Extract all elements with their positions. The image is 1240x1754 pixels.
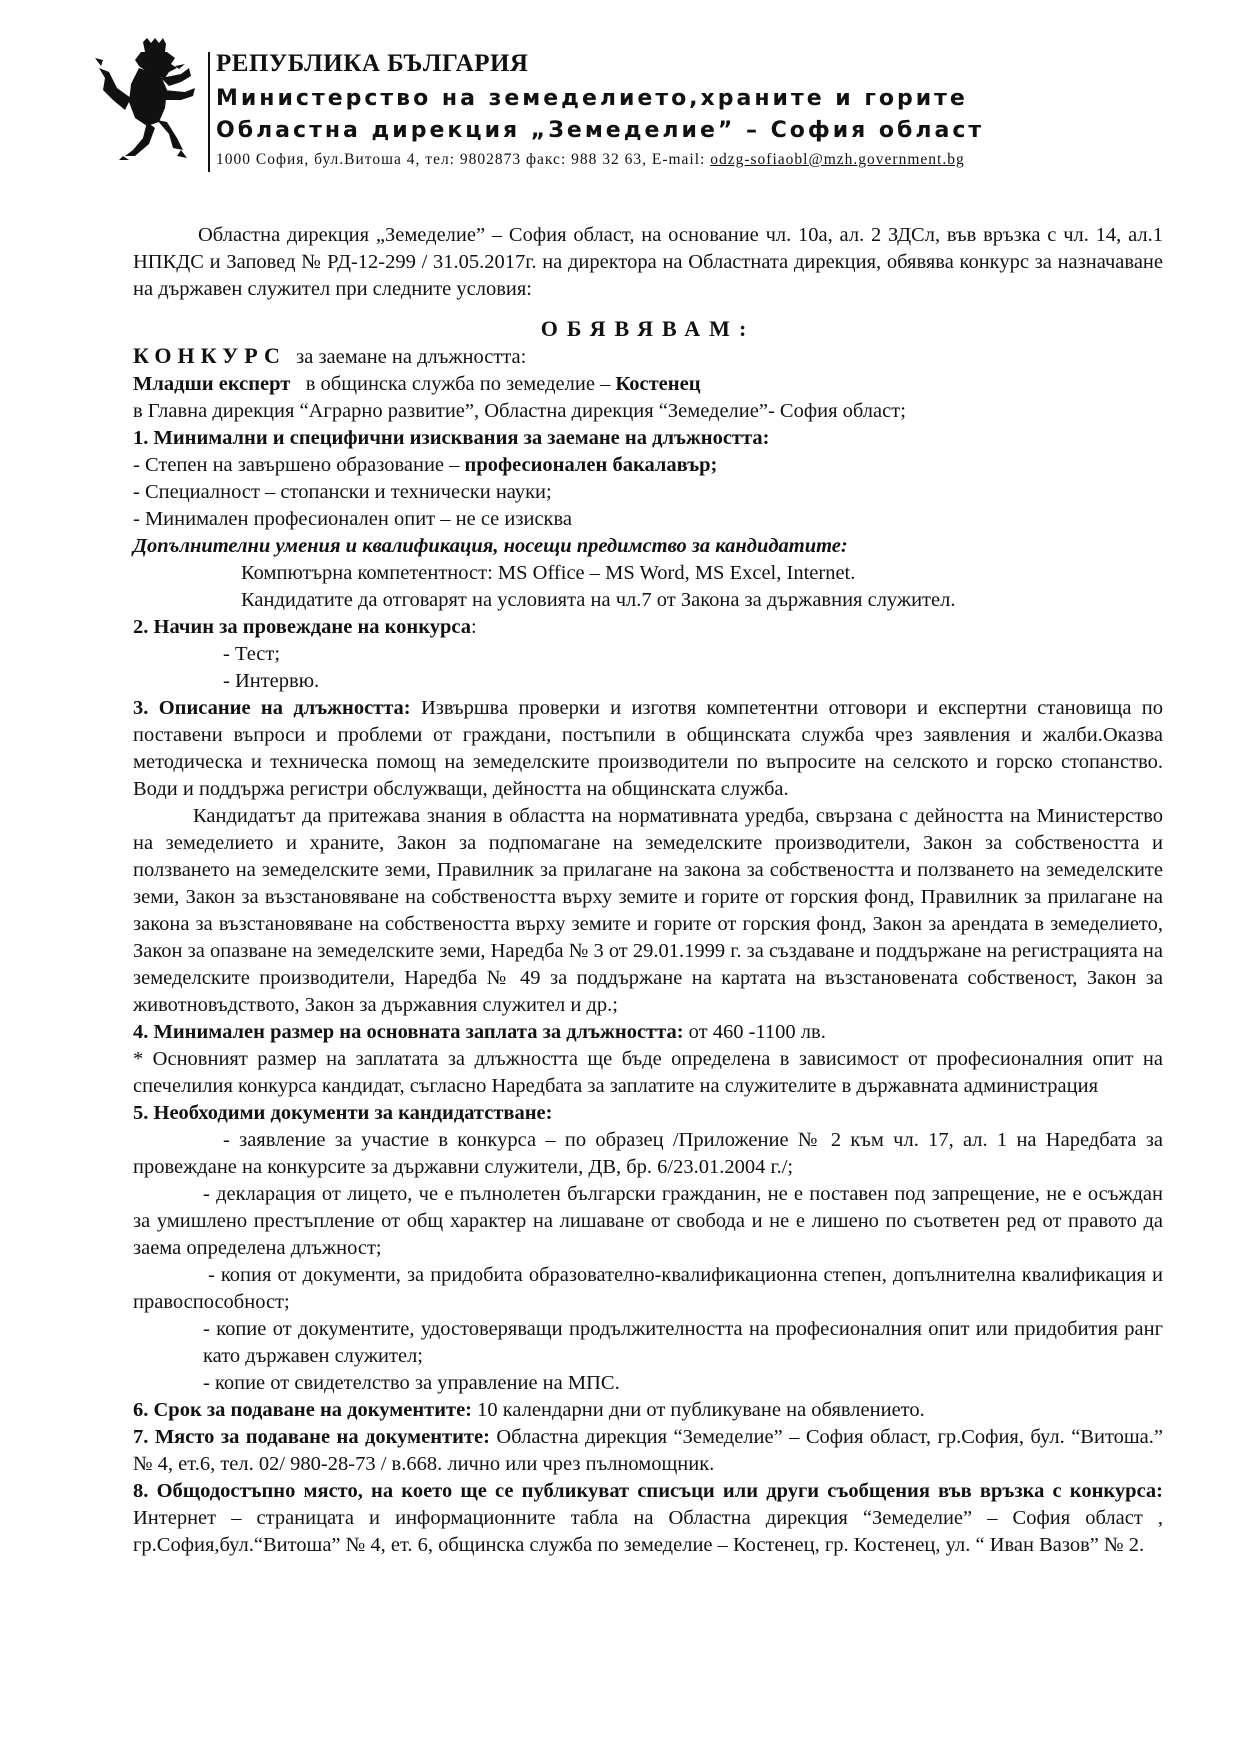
contest-line — [133, 342, 1163, 371]
s1-specialty: - Специалност – стопански и технически науки; — [133, 481, 552, 503]
s3-title: 3. Описание на длъжността: — [133, 697, 421, 719]
bulgarian-lion-emblem-icon — [95, 38, 205, 160]
contest-word: КОНКУРС — [133, 343, 286, 368]
s1-title: 1. Минимални и специфични изисквания за заемане на длъжността: — [133, 427, 770, 449]
position-line — [133, 371, 1163, 398]
s2-title: 2. Начин за провеждане на конкурса — [133, 616, 471, 638]
s8-line — [133, 1478, 1163, 1559]
s4-line — [133, 1019, 1163, 1046]
header-address-text: 1000 София, бул.Витоша 4, тел: 9802873 факс: 988 32 63, E-mail: — [216, 151, 711, 168]
s7-text: Областна дирекция “Земеделие” – София област, гр.София, бул. “Витоша.” № 4, ет.6, тел. 02/ 980-28-73 / в.668. лично или чрез пълномощник. — [133, 1426, 1163, 1475]
s2-colon: : — [471, 616, 477, 638]
s4-note: * Основният размер на заплатата за длъжността ще бъде определена в зависимост от професионалния опит на спечелилия конкурса кандидат, съгласно Наредбата за заплатите на служителите в държавната администрация — [133, 1048, 1163, 1097]
position-place: Костенец — [615, 373, 701, 395]
announce-heading: ОБЯВЯВАМ: — [540, 316, 756, 341]
s6-text: 10 календарни дни от публикуване на обявлението. — [477, 1399, 925, 1421]
s3-knowledge: Кандидатът да притежава знания в областта на нормативната уредба, свързана с дейността на Министерство на земеделието и храните, Закон за подпомагане на земеделските производители, Закон за собствеността и ползването на земеделските земи, Правилник за прилагане на закона за собствеността и ползването на земеделските земи, Закон за възстановяване на собствеността върху земите и горите от горския фонд, Правилник за прилагане на закона за възстановяване на собствеността върху земите и горите от горския фонд, Закон за арендата в земеделието, Закон за опазване на земеделските земи, Наредба № 3 от 29.01.1999 г. за създаване и поддържане на регистрацията на земеделските производители, Наредба № 49 за поддържане на картата на възстановената собственост, Закон за животновъдството, Закон за държавния служител и др.; — [133, 805, 1163, 1016]
s5-doc3: - копия от документи, за придобита образователно-квалификационна степен, допълнителна квалификация и правоспособност; — [133, 1264, 1163, 1313]
s5-title: 5. Необходими документи за кандидатстване: — [133, 1102, 553, 1124]
s8-title: 8. Общодостъпно място, на което ще се публикуват списъци или други съобщения във връзка с конкурса: — [133, 1480, 1163, 1502]
contest-text: за заемане на длъжността: — [296, 346, 527, 368]
s2-title-line — [133, 614, 1163, 641]
position-title: Младши експерт — [133, 373, 291, 395]
header-directorate: Областна дирекция „Земеделие” – София област — [216, 118, 985, 143]
s1-extra-title: Допълнителни умения и квалификация, носещи предимство за кандидатите: — [133, 535, 848, 557]
s2-item1: - Тест; — [223, 643, 281, 665]
intro-paragraph: Областна дирекция „Земеделие” – София област, на основание чл. 10а, ал. 2 ЗДСл, във връзка с чл. 14, ал.1 НПКДС и Заповед № РД-12-299 / 31.05.2017г. на директора на Областната дирекция, обявява конкурс за назначаване на държавен служител при следните условия: — [133, 224, 1163, 300]
unit-line: в Главна дирекция “Аграрно развитие”, Областна дирекция “Земеделие”- София област; — [133, 400, 906, 422]
s2-item2: - Интервю. — [223, 670, 320, 692]
s3-text: Извършва проверки и изготвя компетентни отговори и експертни становища по поставени въпроси и проблеми от граждани, постъпили в общинската служба чрез заявления и жалби.Оказва методическа и техническа помощ на земеделските производители по въпросите на селското и горско стопанство. Води и поддържа регистри обслужващи, дейността на общинската служба. — [133, 697, 1163, 800]
s1-edu-label: - Степен на завършено образование – — [133, 454, 465, 476]
s5-doc1: - заявление за участие в конкурса – по образец /Приложение № 2 към чл. 17, ал. 1 на Наредбата за провеждане на конкурсите за държавни служители, ДВ, бр. 6/23.01.2004 г./; — [133, 1129, 1163, 1178]
s4-title: 4. Минимален размер на основната заплата за длъжността: — [133, 1021, 689, 1043]
s7-title: 7. Място за подаване на документите: — [133, 1426, 497, 1448]
header-divider — [208, 52, 210, 172]
position-text: в общинска служба по земеделие – — [305, 373, 616, 395]
s4-value: от 460 -1100 лв. — [688, 1021, 826, 1043]
s5-doc2: - декларация от лицето, че е пълнолетен български гражданин, не е поставен под запрещение, не е осъждан за умишлено престъпление от общ характер на лишаване от свобода и не е лишено по съответен ред от правото да заема определена длъжност; — [133, 1183, 1163, 1259]
s1-experience: - Минимален професионален опит – не се изисква — [133, 508, 573, 530]
s6-title: 6. Срок за подаване на документите: — [133, 1399, 478, 1421]
s1-extra2: Кандидатите да отговарят на условията на чл.7 от Закона за държавния служител. — [241, 589, 956, 611]
header-address — [216, 151, 965, 169]
s6-line — [133, 1397, 1163, 1424]
document-body — [133, 222, 1163, 1559]
s1-extra1: Компютърна компетентност: MS Office – MS Word, MS Excel, Internet. — [241, 562, 856, 584]
s1-education — [133, 452, 1163, 479]
s8-text: Интернет – страницата и информационните табла на Областна дирекция “Земеделие” – София област , гр.София,бул.“Витоша” № 4, ет. 6, общинска служба по земеделие – Костенец, гр. Костенец, ул. “ Иван Вазов” № 2. — [133, 1507, 1163, 1556]
s3-paragraph — [133, 695, 1163, 803]
s1-edu-value: професионален бакалавър; — [464, 454, 718, 476]
s7-line — [133, 1424, 1163, 1478]
s5-doc5: - копие от свидетелство за управление на МПС. — [203, 1372, 620, 1394]
header-republic: РЕПУБЛИКА БЪЛГАРИЯ — [216, 50, 529, 77]
s5-doc4: - копие от документите, удостоверяващи продължителността на професионалния опит или придобития ранг като държавен служител; — [203, 1318, 1163, 1367]
header-email-link[interactable]: odzg-sofiaobl@mzh.government.bg — [710, 151, 965, 168]
header-ministry: Министерство на земеделието,храните и горите — [216, 86, 968, 111]
